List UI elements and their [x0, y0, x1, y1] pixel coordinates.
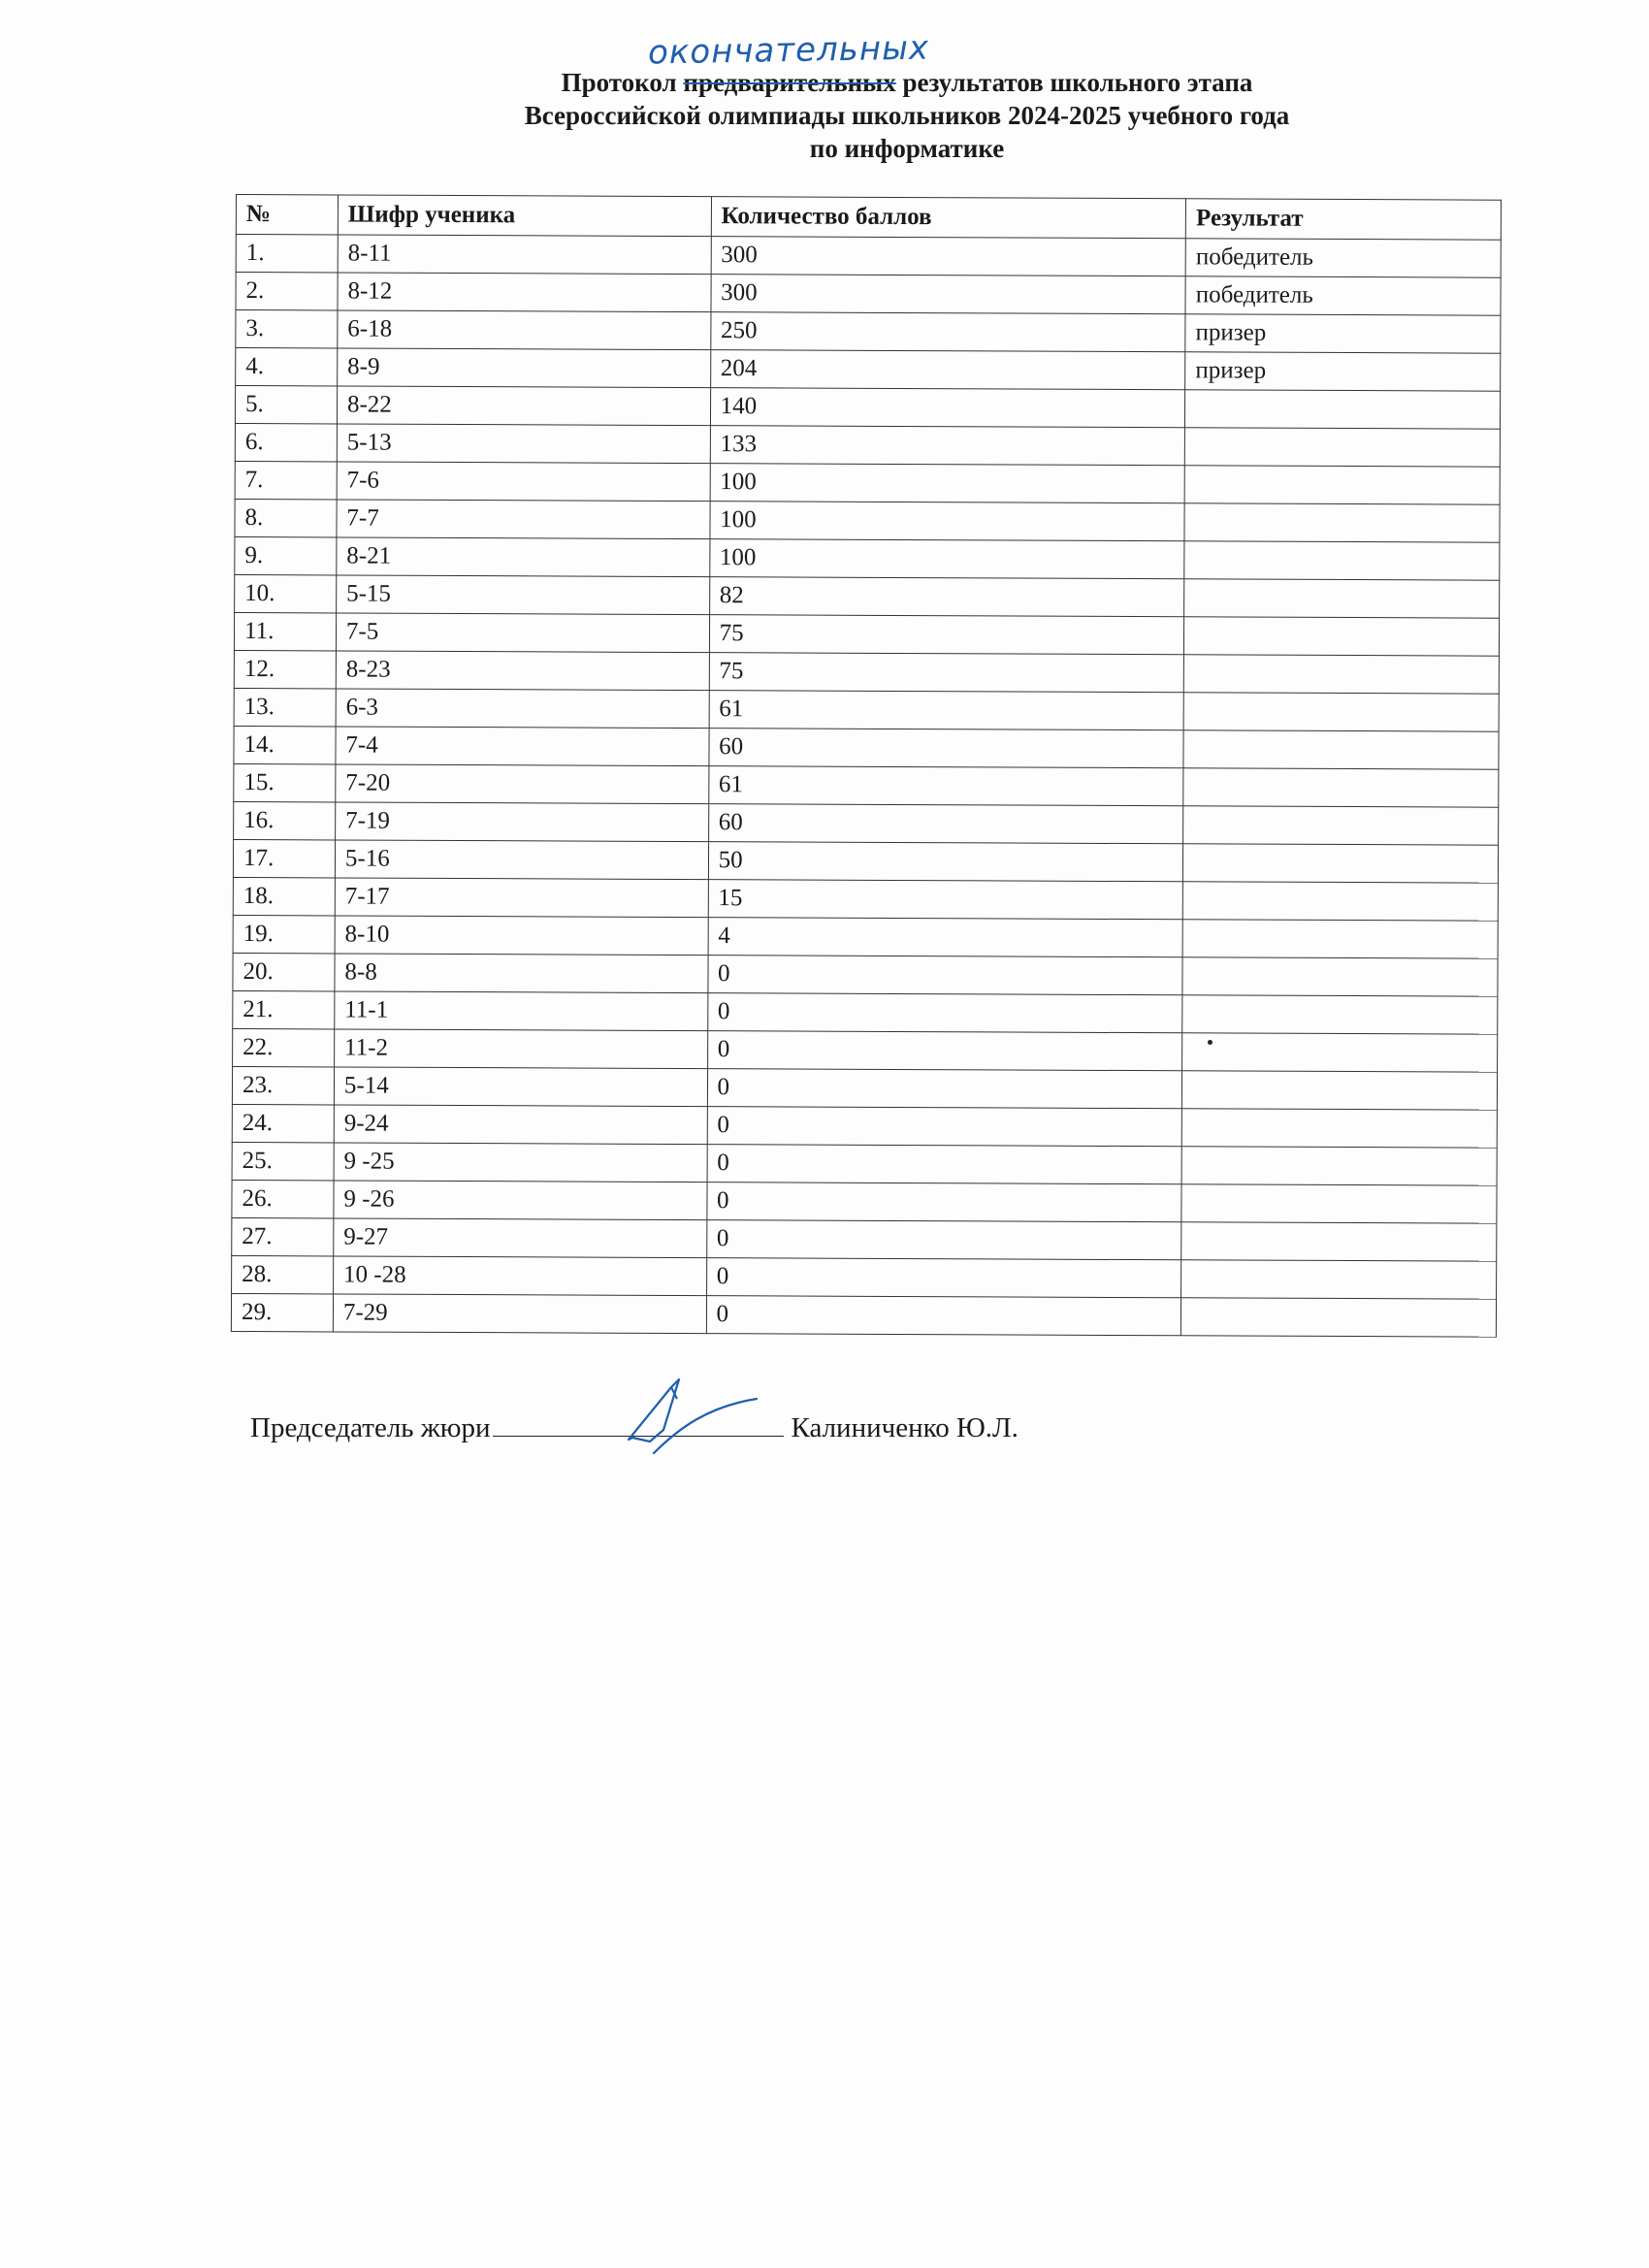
table-row — [236, 348, 1501, 392]
table-header-row — [236, 195, 1501, 241]
table-row — [232, 1217, 1497, 1261]
result-value — [1182, 995, 1498, 1034]
student-code: 7-20 — [336, 764, 709, 804]
score-value: 75 — [709, 653, 1184, 693]
result-value — [1181, 1222, 1497, 1261]
table-row — [235, 499, 1500, 542]
row-number: 28. — [232, 1255, 334, 1293]
student-code: 9 -25 — [334, 1143, 707, 1183]
score-value: 0 — [707, 1145, 1182, 1184]
result-value — [1182, 957, 1498, 996]
row-number: 25. — [232, 1142, 334, 1180]
table-row — [232, 1180, 1497, 1223]
column-header-number: № — [236, 195, 338, 235]
result-value — [1181, 1147, 1497, 1185]
score-value: 61 — [708, 766, 1183, 806]
title-rest-line-1: результатов школьного этапа — [902, 68, 1253, 97]
row-number: 12. — [234, 650, 336, 688]
title-word-protocol: Протокол — [561, 68, 677, 97]
table-row — [236, 273, 1501, 316]
row-number: 8. — [235, 499, 337, 536]
student-code: 6-18 — [338, 310, 711, 350]
title-line-2: Всероссийской олимпиады школьников 2024-2025 учебного года — [524, 101, 1290, 130]
result-value — [1184, 617, 1500, 656]
score-value: 60 — [708, 804, 1183, 844]
table-row — [234, 612, 1499, 656]
row-number: 17. — [233, 839, 335, 877]
score-value: 4 — [708, 918, 1183, 957]
table-row — [232, 1066, 1497, 1110]
score-value: 100 — [710, 502, 1185, 541]
student-code: 8-8 — [335, 954, 708, 993]
handwritten-correction: окончательных — [647, 28, 930, 73]
result-value — [1184, 541, 1500, 580]
student-code: 11-2 — [334, 1029, 707, 1069]
table-row — [234, 801, 1499, 845]
result-value — [1185, 390, 1501, 429]
student-code: 5-16 — [335, 840, 708, 880]
row-number: 23. — [232, 1066, 334, 1104]
row-number: 15. — [234, 763, 336, 801]
table-row — [234, 650, 1499, 694]
score-value: 0 — [706, 1220, 1181, 1260]
student-code: 7-6 — [337, 462, 710, 502]
result-value: победитель — [1185, 239, 1501, 277]
row-number: 27. — [232, 1217, 334, 1255]
student-code: 8-22 — [337, 386, 710, 426]
table-row — [236, 235, 1501, 278]
result-value — [1183, 844, 1499, 883]
row-number: 20. — [233, 953, 335, 990]
student-code: 9-27 — [334, 1218, 707, 1258]
result-value — [1182, 882, 1498, 921]
result-value — [1184, 579, 1500, 618]
score-value: 204 — [710, 350, 1185, 390]
score-value: 300 — [711, 275, 1186, 314]
student-code: 8-9 — [338, 348, 711, 388]
score-value: 0 — [707, 993, 1182, 1033]
results-table-body — [231, 235, 1501, 1338]
table-row — [234, 726, 1499, 769]
student-code: 8-10 — [335, 916, 708, 956]
result-value — [1184, 503, 1500, 542]
student-code: 7-29 — [333, 1294, 706, 1334]
student-code: 5-13 — [337, 424, 710, 464]
result-value: победитель — [1185, 276, 1501, 315]
student-code: 7-19 — [336, 802, 709, 842]
results-table — [231, 194, 1502, 1338]
title-line-3: по информатике — [809, 134, 1005, 163]
row-number: 2. — [236, 273, 338, 310]
result-value — [1182, 920, 1498, 958]
table-row — [232, 1255, 1497, 1299]
score-value: 50 — [708, 842, 1183, 882]
row-number: 1. — [236, 235, 338, 273]
column-header-result: Результат — [1185, 199, 1501, 240]
result-value — [1184, 466, 1500, 504]
table-row — [233, 877, 1498, 921]
column-header-score: Количество баллов — [711, 197, 1186, 239]
student-code: 6-3 — [336, 689, 709, 729]
student-code: 7-5 — [336, 613, 709, 653]
score-value: 100 — [709, 539, 1184, 579]
row-number: 4. — [236, 348, 338, 386]
result-value — [1183, 730, 1499, 769]
table-row — [233, 839, 1498, 883]
row-number: 21. — [233, 990, 335, 1028]
student-code: 8-11 — [338, 235, 711, 275]
row-number: 29. — [231, 1293, 333, 1331]
row-number: 13. — [234, 688, 336, 726]
score-value: 61 — [709, 691, 1184, 730]
result-value — [1183, 768, 1499, 807]
result-value — [1183, 655, 1499, 694]
score-value: 75 — [709, 615, 1184, 655]
row-number: 6. — [235, 423, 337, 461]
student-code: 11-1 — [335, 991, 708, 1031]
result-value — [1182, 1071, 1498, 1110]
result-value: призер — [1185, 352, 1501, 391]
result-value — [1184, 428, 1500, 467]
handwritten-signature — [621, 1370, 766, 1457]
score-value: 15 — [708, 880, 1183, 920]
result-value — [1183, 806, 1499, 845]
table-row — [233, 915, 1498, 958]
score-value: 0 — [707, 1069, 1182, 1109]
table-row — [231, 1293, 1496, 1337]
table-row — [235, 574, 1500, 618]
student-code: 8-21 — [337, 537, 710, 577]
score-value: 0 — [708, 956, 1183, 995]
row-number: 18. — [233, 877, 335, 915]
row-number: 3. — [236, 310, 338, 348]
column-header-code: Шифр ученика — [338, 195, 711, 237]
row-number: 11. — [234, 612, 336, 650]
student-code: 5-15 — [337, 575, 710, 615]
score-value: 0 — [707, 1031, 1182, 1071]
student-code: 7-17 — [335, 878, 708, 918]
table-row — [234, 763, 1499, 807]
table-row — [235, 386, 1500, 430]
row-number: 19. — [233, 915, 335, 953]
table-row — [233, 1028, 1498, 1072]
table-row — [232, 1104, 1497, 1148]
table-row — [235, 536, 1500, 580]
stray-ink-dot — [1208, 1040, 1212, 1045]
row-number: 26. — [232, 1180, 334, 1217]
student-code: 9-24 — [334, 1105, 707, 1145]
table-row — [235, 461, 1500, 504]
result-value — [1183, 693, 1499, 731]
student-code: 8-12 — [338, 273, 711, 312]
student-code: 7-7 — [337, 500, 710, 539]
score-value: 0 — [706, 1258, 1181, 1298]
result-value — [1181, 1109, 1497, 1148]
row-number: 10. — [235, 574, 337, 612]
row-number: 24. — [232, 1104, 334, 1142]
chair-label: Председатель жюри — [250, 1412, 491, 1443]
table-row — [233, 953, 1498, 996]
score-value: 133 — [710, 426, 1185, 466]
result-value — [1182, 1033, 1498, 1072]
table-row — [236, 310, 1501, 354]
result-value: призер — [1185, 314, 1501, 353]
row-number: 7. — [235, 461, 337, 499]
table-row — [233, 990, 1498, 1034]
result-value — [1181, 1184, 1497, 1223]
result-value — [1181, 1298, 1497, 1337]
student-code: 10 -28 — [333, 1256, 706, 1296]
table-row — [235, 423, 1500, 467]
table-row — [232, 1142, 1497, 1185]
row-number: 16. — [234, 801, 336, 839]
student-code: 5-14 — [334, 1067, 707, 1107]
score-value: 0 — [707, 1107, 1182, 1147]
student-code: 7-4 — [336, 727, 709, 766]
row-number: 14. — [234, 726, 336, 763]
chair-name: Калиниченко Ю.Л. — [791, 1412, 1018, 1443]
score-value: 82 — [709, 577, 1184, 617]
score-value: 60 — [709, 729, 1184, 768]
score-value: 140 — [710, 388, 1185, 428]
score-value: 250 — [710, 312, 1185, 352]
score-value: 300 — [711, 237, 1186, 276]
title-struck-word: предварительных — [683, 68, 896, 97]
result-value — [1181, 1260, 1497, 1299]
row-number: 22. — [233, 1028, 335, 1066]
protocol-title — [320, 66, 1494, 165]
table-row — [234, 688, 1499, 731]
score-value: 0 — [706, 1296, 1181, 1336]
score-value: 100 — [710, 464, 1185, 503]
title-line-1 — [320, 66, 1494, 99]
row-number: 9. — [235, 536, 337, 574]
row-number: 5. — [235, 386, 337, 424]
score-value: 0 — [706, 1183, 1181, 1222]
student-code: 9 -26 — [334, 1181, 707, 1220]
student-code: 8-23 — [336, 651, 709, 691]
